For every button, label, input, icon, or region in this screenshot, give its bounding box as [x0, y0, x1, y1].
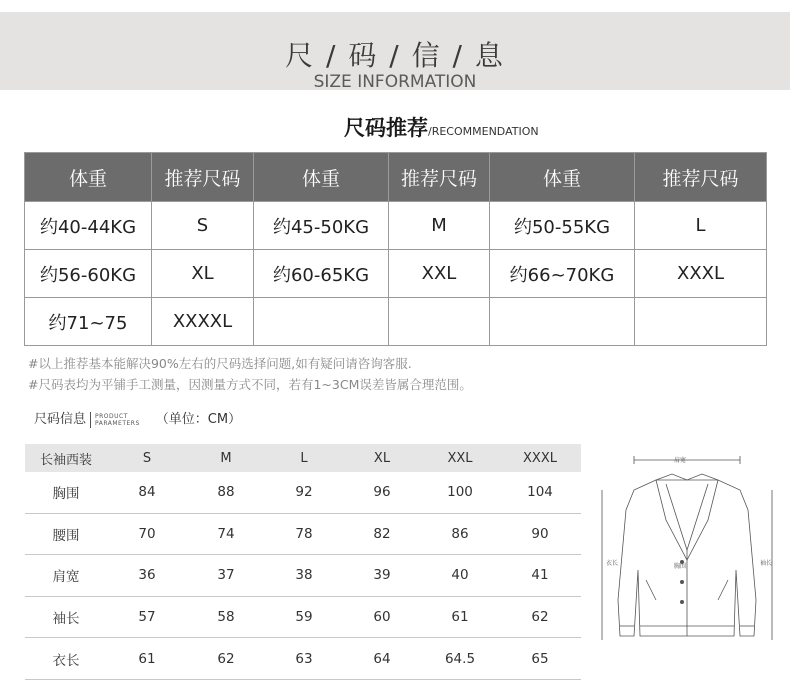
- diagram-label-sleeve: 袖长: [760, 560, 773, 567]
- measure-value: 100: [421, 472, 499, 513]
- measure-value: 59: [265, 596, 343, 638]
- size-cell: XXXL: [635, 250, 767, 298]
- recommendation-heading: [344, 112, 539, 142]
- button-icon: [680, 600, 684, 604]
- measure-value: 60: [343, 596, 421, 638]
- diagram-label-chest: 胸围: [673, 563, 687, 570]
- notes: [28, 353, 472, 395]
- product-parameters-label: [95, 413, 140, 427]
- measure-value: 78: [265, 513, 343, 555]
- size-cell: [635, 298, 767, 346]
- measure-value: 65: [499, 638, 581, 680]
- weight-cell: 约66~70KG: [490, 250, 635, 298]
- params-line: PARAMETERS: [95, 419, 140, 427]
- measure-value: 82: [343, 513, 421, 555]
- measure-value: 70: [107, 513, 187, 555]
- header-size: 推荐尺码: [635, 153, 767, 202]
- spec-header-size: S: [107, 444, 187, 472]
- params-line: PRODUCT: [95, 412, 128, 420]
- diagram-label-shoulder: 肩宽: [673, 457, 687, 464]
- recommendation-table: [24, 152, 767, 346]
- table-row: [25, 638, 581, 680]
- measure-value: 39: [343, 555, 421, 597]
- note-line: #尺码表均为平铺手工测量，因测量方式不同，若有1~3CM误差皆属合理范围。: [28, 377, 472, 392]
- header-size: 推荐尺码: [152, 153, 254, 202]
- banner-title: 尺 / 码 / 信 / 息: [285, 39, 505, 72]
- size-cell: [389, 298, 490, 346]
- weight-cell: [254, 298, 389, 346]
- spec-header-size: M: [187, 444, 265, 472]
- spec-header-category: 长袖西装: [25, 444, 107, 472]
- measure-value: 64.5: [421, 638, 499, 680]
- measure-value: 58: [187, 596, 265, 638]
- measure-label: 袖长: [25, 596, 107, 638]
- note-line: #以上推荐基本能解决90%左右的尺码选择问题,如有疑问请咨询客服.: [28, 356, 412, 371]
- weight-cell: 约45-50KG: [254, 202, 389, 250]
- measure-value: 61: [421, 596, 499, 638]
- measure-value: 62: [187, 638, 265, 680]
- measure-value: 61: [107, 638, 187, 680]
- jacket-measurement-diagram: [594, 450, 780, 646]
- spec-header-size: L: [265, 444, 343, 472]
- recommendation-header-row: [25, 153, 767, 202]
- spec-header-size: XXL: [421, 444, 499, 472]
- measure-value: 84: [107, 472, 187, 513]
- spec-table: [25, 444, 581, 680]
- size-info-label: [34, 408, 241, 428]
- spec-header-row: [25, 444, 581, 472]
- table-row: [25, 250, 767, 298]
- measure-value: 41: [499, 555, 581, 597]
- banner-subtitle: SIZE INFORMATION: [313, 72, 477, 92]
- diagram-label-length: 衣长: [606, 560, 619, 567]
- measure-value: 74: [187, 513, 265, 555]
- divider: [90, 412, 91, 428]
- measure-label: 腰围: [25, 513, 107, 555]
- weight-cell: [490, 298, 635, 346]
- size-cell: L: [635, 202, 767, 250]
- size-cell: XXL: [389, 250, 490, 298]
- measure-value: 88: [187, 472, 265, 513]
- measure-label: 肩宽: [25, 555, 107, 597]
- recommendation-heading-main: 尺码推荐: [344, 116, 428, 140]
- size-cell: M: [389, 202, 490, 250]
- measure-value: 57: [107, 596, 187, 638]
- size-cell: XXXXL: [152, 298, 254, 346]
- weight-cell: 约40-44KG: [25, 202, 152, 250]
- measure-value: 63: [265, 638, 343, 680]
- spec-header-size: XL: [343, 444, 421, 472]
- recommendation-heading-sub: /RECOMMENDATION: [428, 125, 539, 138]
- measure-value: 40: [421, 555, 499, 597]
- measure-label: 衣长: [25, 638, 107, 680]
- header-weight: 体重: [490, 153, 635, 202]
- unit-label: （单位：CM）: [155, 412, 242, 427]
- weight-cell: 约71~75: [25, 298, 152, 346]
- header-weight: 体重: [25, 153, 152, 202]
- weight-cell: 约60-65KG: [254, 250, 389, 298]
- table-row: [25, 513, 581, 555]
- table-row: [25, 298, 767, 346]
- measure-value: 62: [499, 596, 581, 638]
- size-cell: XL: [152, 250, 254, 298]
- table-row: [25, 472, 581, 513]
- button-icon: [680, 580, 684, 584]
- measure-label: 胸围: [25, 472, 107, 513]
- title-banner: [0, 12, 790, 90]
- table-row: [25, 596, 581, 638]
- measure-value: 38: [265, 555, 343, 597]
- measure-value: 86: [421, 513, 499, 555]
- measure-value: 104: [499, 472, 581, 513]
- weight-cell: 约50-55KG: [490, 202, 635, 250]
- weight-cell: 约56-60KG: [25, 250, 152, 298]
- table-row: [25, 555, 581, 597]
- size-info-title: 尺码信息: [34, 412, 87, 427]
- measure-value: 37: [187, 555, 265, 597]
- measure-value: 92: [265, 472, 343, 513]
- header-size: 推荐尺码: [389, 153, 490, 202]
- table-row: [25, 202, 767, 250]
- measure-value: 36: [107, 555, 187, 597]
- measure-value: 64: [343, 638, 421, 680]
- size-cell: S: [152, 202, 254, 250]
- spec-header-size: XXXL: [499, 444, 581, 472]
- measure-value: 96: [343, 472, 421, 513]
- header-weight: 体重: [254, 153, 389, 202]
- jacket-collar: [656, 474, 718, 560]
- measure-value: 90: [499, 513, 581, 555]
